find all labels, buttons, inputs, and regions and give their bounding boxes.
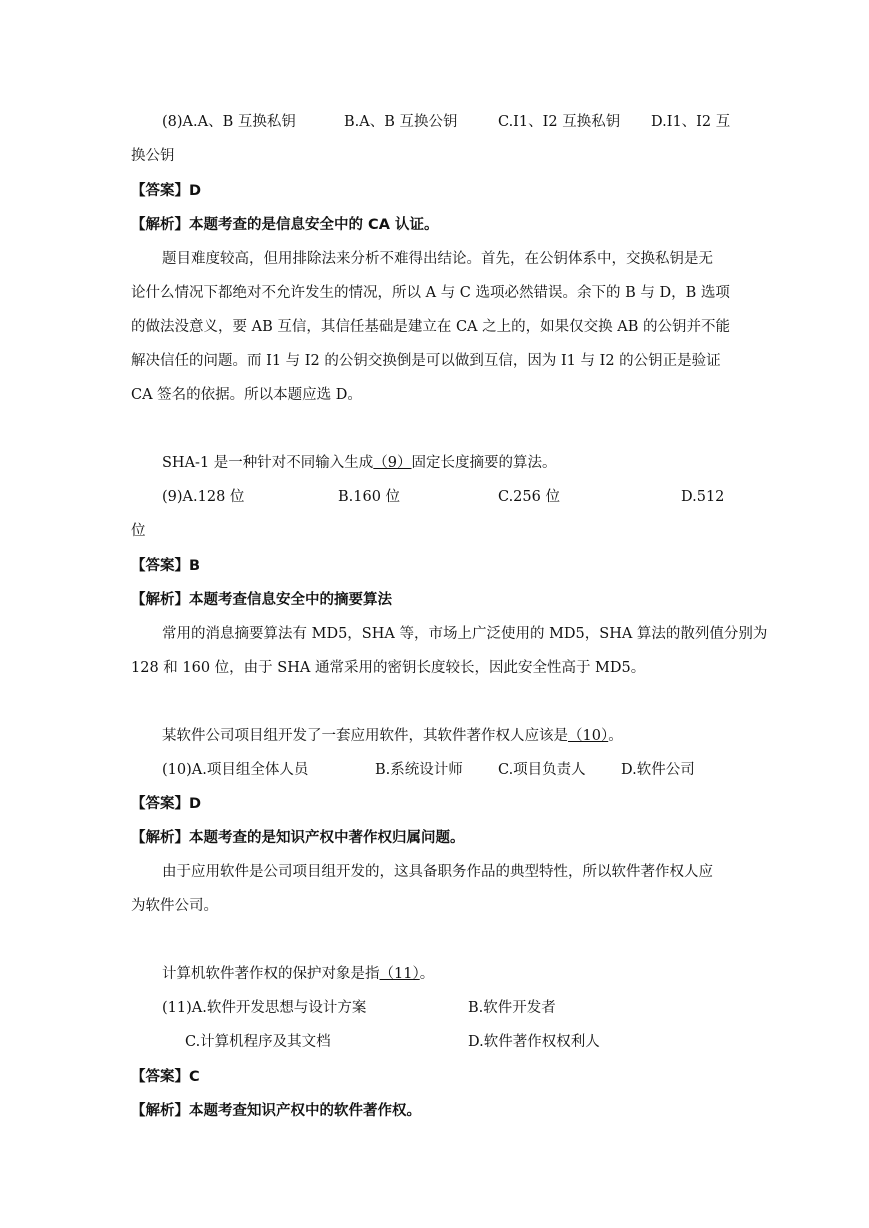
- analysis-label: 【解析】: [131, 1103, 189, 1119]
- q10-analysis-line: 由于应用软件是公司项目组开发的，这具备职务作品的典型特性，所以软件著作权人应: [162, 864, 713, 880]
- q10-stem-text: 某软件公司项目组开发了一套应用软件，其软件著作权人应该是: [162, 728, 568, 744]
- q8-analysis-heading: [131, 214, 438, 236]
- q9-stem-text-end: 固定长度摘要的算法。: [411, 455, 557, 471]
- answer-value: D: [189, 796, 202, 812]
- q10-answer: [131, 793, 201, 815]
- q10-analysis-heading: [131, 827, 465, 849]
- q9-answer: [131, 555, 200, 577]
- analysis-label: 【解析】: [131, 217, 189, 233]
- q10-analysis-line: 为软件公司。: [131, 898, 218, 914]
- analysis-title: 本题考查信息安全中的摘要算法: [189, 592, 392, 608]
- q8-analysis-line: 的做法没意义，要 AB 互信，其信任基础是建立在 CA 之上的，如果仅交换 AB 的公钥并不能: [131, 319, 730, 335]
- q9-option-a: (9)A.128 位: [162, 489, 245, 505]
- q9-analysis-line: 128 和 160 位，由于 SHA 通常采用的密钥长度较长，因此安全性高于 MD5。: [131, 660, 646, 676]
- q9-option-d-continued: 位: [131, 523, 146, 539]
- q10-option-c: C.项目负责人: [498, 762, 586, 778]
- analysis-label: 【解析】: [131, 592, 189, 608]
- q8-option-b: B.A、B 互换公钥: [344, 114, 458, 130]
- analysis-label: 【解析】: [131, 830, 189, 846]
- q9-analysis-line: 常用的消息摘要算法有 MD5，SHA 等，市场上广泛使用的 MD5，SHA 算法的散列值分别为: [162, 626, 768, 642]
- q9-option-c: C.256 位: [498, 489, 560, 505]
- q10-option-b: B.系统设计师: [375, 762, 463, 778]
- q11-stem-text-end: 。: [419, 966, 435, 982]
- q11-stem: [162, 963, 434, 985]
- q11-option-a: (11)A.软件开发思想与设计方案: [162, 1000, 367, 1016]
- q11-option-c: C.计算机程序及其文档: [185, 1034, 331, 1050]
- q8-analysis-line: 论什么情况下都绝对不允许发生的情况，所以 A 与 C 选项必然错误。余下的 B 与 D，B 选项: [131, 285, 730, 301]
- analysis-title: 本题考查的是知识产权中著作权归属问题。: [189, 830, 465, 846]
- answer-label: 【答案】: [131, 183, 189, 199]
- q9-stem-text: SHA-1 是一种针对不同输入生成: [162, 455, 374, 471]
- answer-label: 【答案】: [131, 558, 189, 574]
- q10-blank: （10）: [568, 728, 609, 744]
- q11-option-b: B.软件开发者: [468, 1000, 556, 1016]
- answer-value: C: [189, 1069, 200, 1085]
- q9-stem: [162, 452, 557, 474]
- answer-value: D: [189, 183, 202, 199]
- analysis-title: 本题考查知识产权中的软件著作权。: [189, 1103, 421, 1119]
- q8-analysis-line: CA 签名的依据。所以本题应选 D。: [131, 387, 362, 403]
- q9-analysis-heading: [131, 589, 392, 611]
- q8-option-d-continued: 换公钥: [131, 148, 175, 164]
- analysis-title: 本题考查的是信息安全中的 CA 认证。: [189, 217, 439, 233]
- q11-answer: [131, 1066, 200, 1088]
- q8-option-a: (8)A.A、B 互换私钥: [162, 114, 296, 130]
- q11-blank: （11）: [379, 966, 420, 982]
- q8-answer: [131, 180, 201, 202]
- q9-blank: （9）: [373, 455, 412, 471]
- q11-option-d: D.软件著作权权利人: [468, 1034, 600, 1050]
- q8-analysis-line: 解决信任的问题。而 I1 与 I2 的公钥交换倒是可以做到互信，因为 I1 与 I2 的公钥正是验证: [131, 353, 721, 369]
- q10-option-a: (10)A.项目组全体人员: [162, 762, 309, 778]
- q8-analysis-line: 题目难度较高，但用排除法来分析不难得出结论。首先，在公钥体系中，交换私钥是无: [162, 251, 713, 267]
- answer-label: 【答案】: [131, 796, 189, 812]
- q10-stem-text-end: 。: [608, 728, 623, 744]
- q9-option-d: D.512: [681, 489, 725, 505]
- answer-value: B: [189, 558, 201, 574]
- q11-analysis-heading: [131, 1100, 421, 1122]
- q9-option-b: B.160 位: [338, 489, 401, 505]
- q10-option-d: D.软件公司: [621, 762, 695, 778]
- q11-stem-text: 计算机软件著作权的保护对象是指: [162, 966, 380, 982]
- q8-option-d: D.I1、I2 互: [651, 114, 731, 130]
- q8-option-c: C.I1、I2 互换私钥: [498, 114, 621, 130]
- q10-stem: [162, 725, 623, 747]
- answer-label: 【答案】: [131, 1069, 189, 1085]
